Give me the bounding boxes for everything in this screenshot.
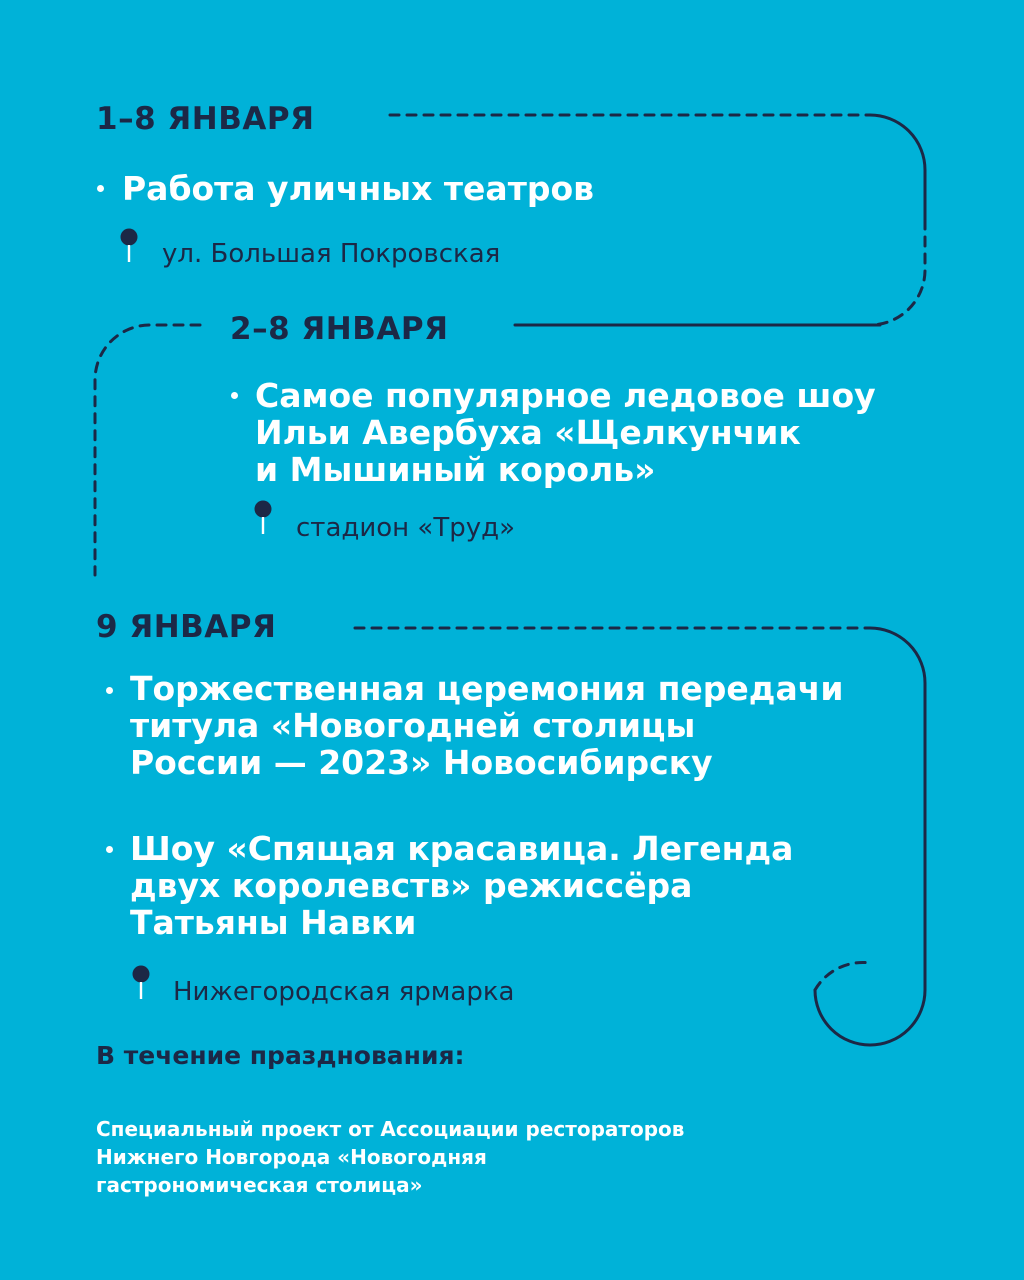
event-title-line: Работа уличных театров [122,169,595,208]
section-date: 9 ЯНВАРЯ [96,609,277,645]
event-title [130,670,844,781]
event-title-line: титула «Новогодней столицы [130,706,696,745]
event-title-line: Торжественная церемония передачи [130,669,844,708]
event-title-line: Ильи Авербуха «Щелкунчик [255,413,801,452]
section-date: 2–8 ЯНВАРЯ [230,311,449,347]
bullet-dot [106,687,113,694]
location-pin-icon [253,500,273,536]
bullet-dot [231,392,238,399]
event-title [255,377,876,488]
during-note-line: Нижнего Новгорода «Новогодняя [96,1145,487,1169]
during-heading: В течение празднования: [96,1041,465,1070]
event-title-line: и Мышиный король» [255,450,656,489]
section-date: 1–8 ЯНВАРЯ [96,101,315,137]
event-location: стадион «Труд» [296,513,515,543]
event-title [122,170,594,207]
bullet-dot [106,846,113,853]
event-title-line: России — 2023» Новосибирску [130,743,713,782]
bullet-dot [97,185,104,192]
during-note-line: Специальный проект от Ассоциации рестораторов [96,1117,685,1141]
location-pin-icon [131,965,151,1001]
location-pin-icon [119,228,139,264]
event-title-line: Шоу «Спящая красавица. Легенда [130,829,794,868]
event-title-line: Татьяны Навки [130,903,417,942]
event-location: Нижегородская ярмарка [173,977,515,1007]
during-note-line: гастрономическая столица» [96,1173,423,1197]
event-title-line: двух королевств» режиссёра [130,866,693,905]
during-note [96,1115,684,1199]
event-title-line: Самое популярное ледовое шоу [255,376,876,415]
event-location: ул. Большая Покровская [162,239,501,269]
event-title [130,830,793,941]
